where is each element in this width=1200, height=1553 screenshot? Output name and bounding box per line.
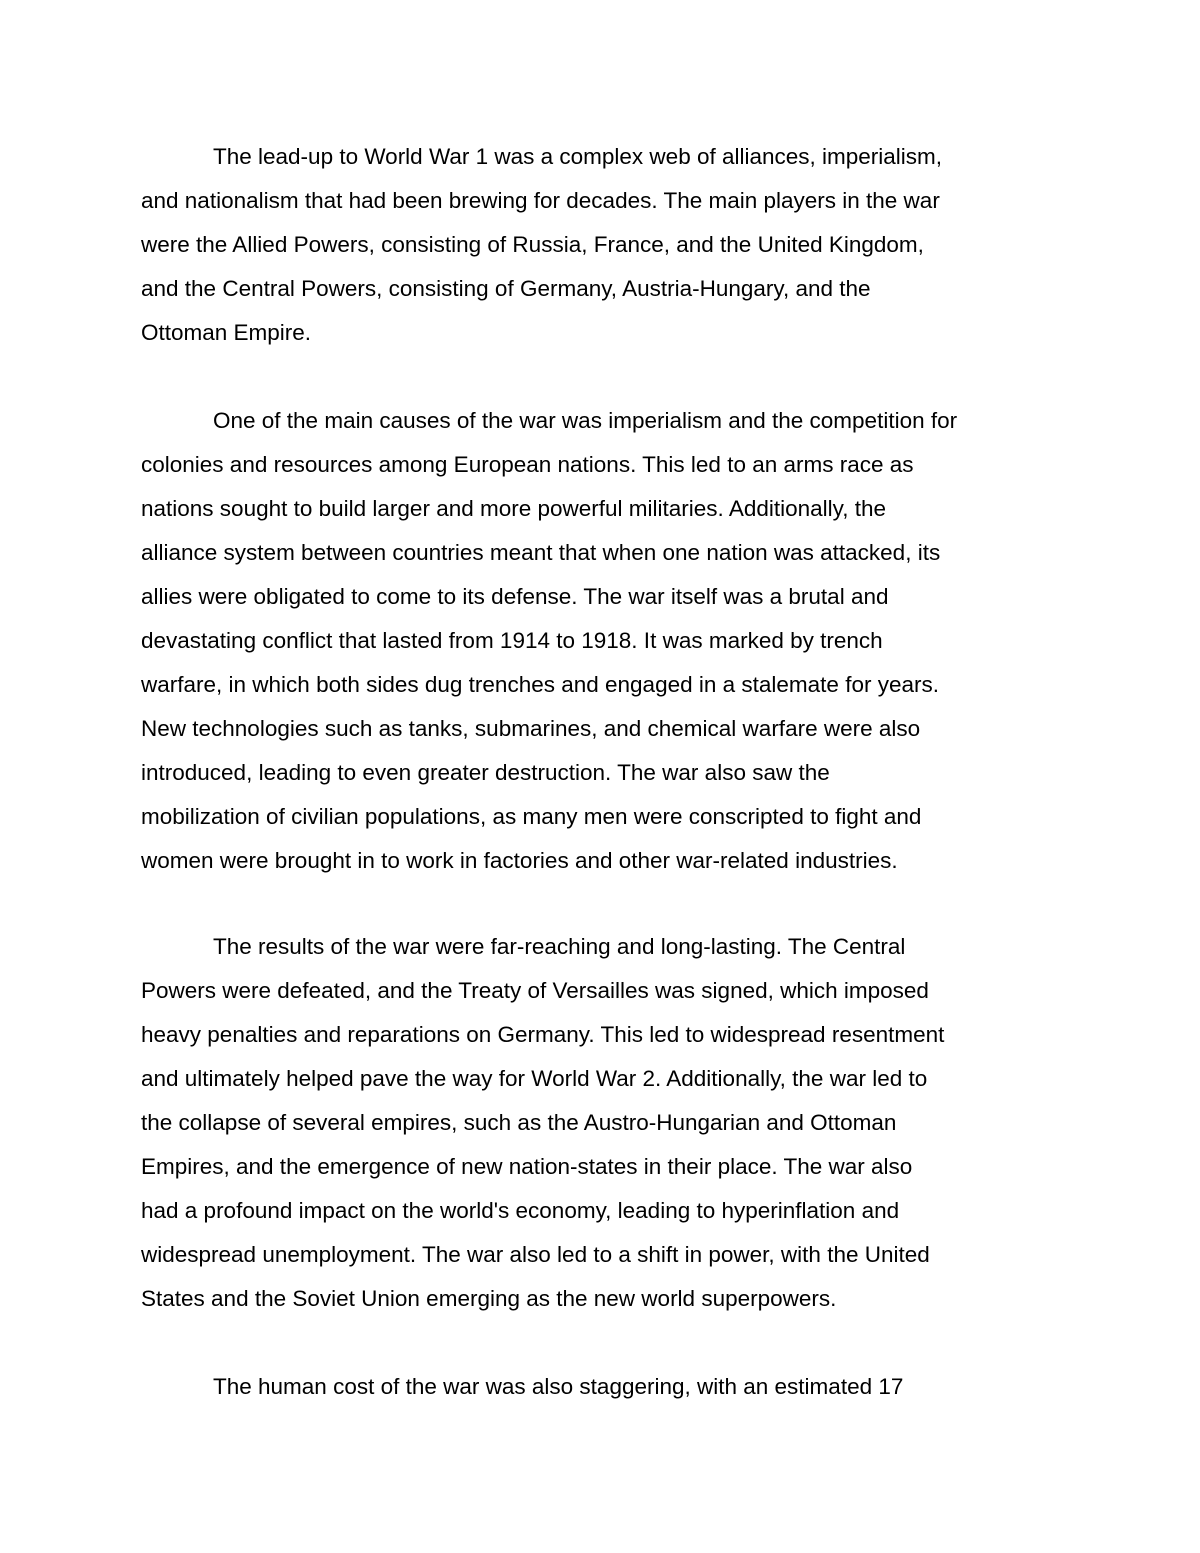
text-line: States and the Soviet Union emerging as the new world superpowers. — [141, 1286, 837, 1311]
text-line: and the Central Powers, consisting of Germany, Austria-Hungary, and the — [141, 276, 871, 301]
paragraph-results — [141, 925, 1071, 1321]
text-line: were the Allied Powers, consisting of Russia, France, and the United Kingdom, — [141, 232, 924, 257]
paragraph-human-cost — [141, 1365, 1071, 1409]
text-line: alliance system between countries meant that when one nation was attacked, its — [141, 540, 941, 565]
text-line: devastating conflict that lasted from 1914 to 1918. It was marked by trench — [141, 628, 883, 653]
text-line: colonies and resources among European nations. This led to an arms race as — [141, 452, 914, 477]
text-line: Ottoman Empire. — [141, 320, 312, 345]
text-line: women were brought in to work in factories and other war-related industries. — [141, 848, 898, 873]
text-line: One of the main causes of the war was imperialism and the competition for — [213, 408, 958, 433]
text-line: The lead-up to World War 1 was a complex web of alliances, imperialism, — [213, 144, 943, 169]
text-line: and ultimately helped pave the way for World War 2. Additionally, the war led to — [141, 1066, 928, 1091]
text-line: warfare, in which both sides dug trenches and engaged in a stalemate for years. — [141, 672, 939, 697]
paragraph-lead-up — [141, 135, 1071, 355]
text-line: had a profound impact on the world's economy, leading to hyperinflation and — [141, 1198, 900, 1223]
text-line: heavy penalties and reparations on Germany. This led to widespread resentment — [141, 1022, 945, 1047]
text-line: allies were obligated to come to its defense. The war itself was a brutal and — [141, 584, 889, 609]
text-line: The results of the war were far-reaching and long-lasting. The Central — [213, 934, 906, 959]
text-line: The human cost of the war was also staggering, with an estimated 17 — [213, 1374, 904, 1399]
text-line: and nationalism that had been brewing for decades. The main players in the war — [141, 188, 940, 213]
text-line: New technologies such as tanks, submarines, and chemical warfare were also — [141, 716, 921, 741]
text-line: Empires, and the emergence of new nation-states in their place. The war also — [141, 1154, 913, 1179]
text-line: the collapse of several empires, such as the Austro-Hungarian and Ottoman — [141, 1110, 897, 1135]
text-line: introduced, leading to even greater destruction. The war also saw the — [141, 760, 830, 785]
text-line: mobilization of civilian populations, as many men were conscripted to fight and — [141, 804, 922, 829]
paragraph-causes — [141, 399, 1071, 883]
text-line: nations sought to build larger and more powerful militaries. Additionally, the — [141, 496, 886, 521]
text-line: widespread unemployment. The war also led to a shift in power, with the United — [141, 1242, 930, 1267]
text-line: Powers were defeated, and the Treaty of Versailles was signed, which imposed — [141, 978, 929, 1003]
